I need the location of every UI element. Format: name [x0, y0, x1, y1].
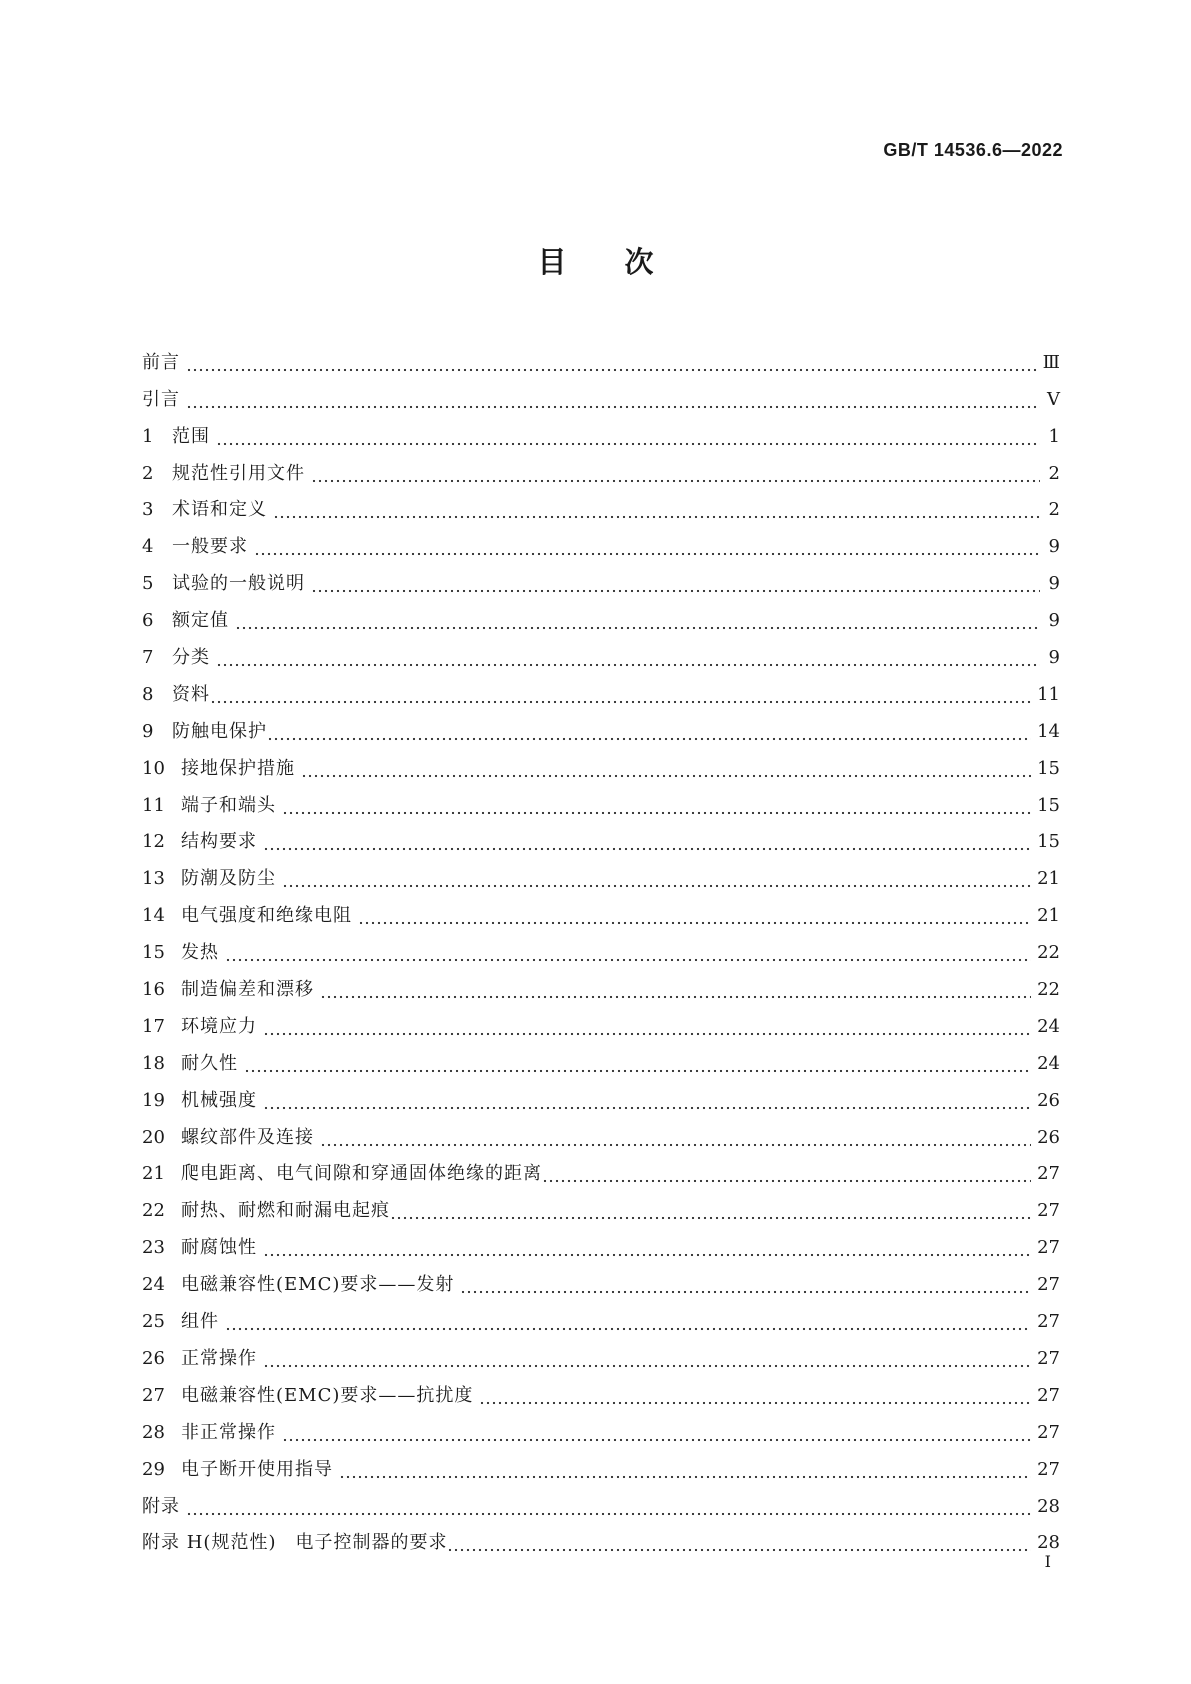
- toc-dot-leader: [216, 427, 1040, 449]
- toc-dot-leader: [447, 1533, 1031, 1555]
- toc-entry-page: 27: [1037, 1384, 1060, 1406]
- toc-entry-page: 27: [1037, 1200, 1060, 1222]
- toc-dot-leader: [254, 537, 1040, 559]
- toc-entry[interactable]: [142, 744, 1060, 781]
- toc-entry-page: 22: [1037, 979, 1060, 1001]
- toc-entry-page: 15: [1037, 757, 1060, 779]
- toc-entry-page: 27: [1037, 1163, 1060, 1185]
- toc-entry-title: 发热: [181, 942, 219, 964]
- toc-entry-number: 19: [142, 1089, 165, 1111]
- toc-entry-title: 防潮及防尘: [181, 868, 276, 890]
- toc-entry-number: 4: [142, 536, 154, 558]
- toc-entry-title: 前言: [142, 351, 180, 373]
- toc-entry-page: 2: [1048, 462, 1060, 484]
- toc-entry[interactable]: [142, 781, 1060, 818]
- toc-entry[interactable]: [142, 1002, 1060, 1039]
- toc-entry[interactable]: [142, 854, 1060, 891]
- toc-entry-page: 9: [1048, 536, 1060, 558]
- toc-entry-number: 28: [142, 1421, 165, 1443]
- toc-entry-page: 22: [1037, 942, 1060, 964]
- toc-entry-title: 非正常操作: [181, 1421, 276, 1443]
- toc-dot-leader: [225, 1312, 1031, 1334]
- toc-entry-title: 电磁兼容性(EMC)要求——抗扰度: [181, 1384, 474, 1406]
- toc-entry[interactable]: [142, 1334, 1060, 1371]
- toc-entry[interactable]: [142, 1076, 1060, 1113]
- toc-entry[interactable]: [142, 1223, 1060, 1260]
- toc-entry-page: 21: [1037, 868, 1060, 890]
- toc-dot-leader: [390, 1201, 1031, 1223]
- toc-dot-leader: [273, 500, 1040, 522]
- toc-entry-title: 接地保护措施: [181, 757, 295, 779]
- toc-entry-number: 25: [142, 1311, 165, 1333]
- toc-entry[interactable]: [142, 522, 1060, 559]
- toc-entry-number: 18: [142, 1052, 165, 1074]
- toc-entry-number: 11: [142, 794, 165, 816]
- toc-dot-leader: [282, 869, 1031, 891]
- toc-dot-leader: [263, 1091, 1031, 1113]
- toc-entry[interactable]: [142, 818, 1060, 855]
- toc-entry-number: 23: [142, 1237, 165, 1259]
- toc-entry-number: 24: [142, 1274, 165, 1296]
- toc-entry-title: 范围: [172, 425, 210, 447]
- toc-entry-title: 资料: [172, 683, 210, 705]
- toc-dot-leader: [216, 648, 1040, 670]
- toc-dot-leader: [460, 1275, 1031, 1297]
- toc-entry-title: 耐热、耐燃和耐漏电起痕: [181, 1200, 390, 1222]
- toc-dot-leader: [244, 1054, 1031, 1076]
- toc-dot-leader: [263, 1238, 1031, 1260]
- toc-entry[interactable]: [142, 375, 1060, 412]
- toc-dot-leader: [263, 1017, 1031, 1039]
- toc-entry-title: 爬电距离、电气间隙和穿通固体绝缘的距离: [181, 1163, 542, 1185]
- toc-entry-title: 结构要求: [181, 831, 257, 853]
- toc-entry-title: 电磁兼容性(EMC)要求——发射: [181, 1274, 455, 1296]
- toc-entry-page: 27: [1037, 1311, 1060, 1333]
- toc-entry-page: 27: [1037, 1421, 1060, 1443]
- toc-entry-title: 端子和端头: [181, 794, 276, 816]
- toc-entry-page: Ⅴ: [1047, 388, 1060, 410]
- toc-entry[interactable]: [142, 1150, 1060, 1187]
- toc-dot-leader: [263, 1349, 1031, 1371]
- toc-entry-number: 8: [142, 683, 154, 705]
- toc-dot-leader: [311, 464, 1040, 486]
- toc-entry[interactable]: [142, 1445, 1060, 1482]
- toc-entry-number: 14: [142, 905, 165, 927]
- toc-entry[interactable]: [142, 596, 1060, 633]
- toc-entry-page: 28: [1037, 1495, 1060, 1517]
- toc-entry-number: 5: [142, 573, 154, 595]
- toc-entry-number: 3: [142, 499, 154, 521]
- toc-dot-leader: [225, 943, 1031, 965]
- toc-entry-page: 24: [1037, 1015, 1060, 1037]
- toc-entry-page: 9: [1048, 573, 1060, 595]
- toc-entry-number: 9: [142, 720, 154, 742]
- toc-entry-number: 22: [142, 1200, 165, 1222]
- toc-entry[interactable]: [142, 338, 1060, 375]
- toc-entry-title: 环境应力: [181, 1015, 257, 1037]
- toc-entry-page: 9: [1048, 647, 1060, 669]
- toc-entry-number: 10: [142, 757, 165, 779]
- toc-entry-number: 2: [142, 462, 154, 484]
- toc-entry-page: 2: [1048, 499, 1060, 521]
- toc-entry[interactable]: [142, 1297, 1060, 1334]
- toc-entry-title: 试验的一般说明: [172, 573, 305, 595]
- document-code: GB/T 14536.6—2022: [883, 140, 1063, 160]
- toc-entry-page: 11: [1037, 683, 1060, 705]
- toc-dot-leader: [282, 796, 1031, 818]
- toc-entry-title: 耐腐蚀性: [181, 1237, 257, 1259]
- toc-entry[interactable]: [142, 1482, 1060, 1519]
- toc-entry-title: 附录 H(规范性) 电子控制器的要求: [142, 1532, 448, 1554]
- toc-entry-page: 28: [1037, 1532, 1060, 1554]
- toc-entry-title: 附录: [142, 1495, 180, 1517]
- toc-entry[interactable]: [142, 891, 1060, 928]
- toc-entry-title: 正常操作: [181, 1347, 257, 1369]
- toc-entry-number: 15: [142, 942, 165, 964]
- toc-entry[interactable]: [142, 559, 1060, 596]
- toc-entry-number: 17: [142, 1015, 165, 1037]
- toc-entry[interactable]: [142, 707, 1060, 744]
- toc-entry[interactable]: [142, 670, 1060, 707]
- toc-dot-leader: [320, 980, 1031, 1002]
- toc-entry-page: 14: [1037, 720, 1060, 742]
- toc-entry-page: Ⅲ: [1042, 351, 1060, 373]
- toc-entry-title: 引言: [142, 388, 180, 410]
- toc-entry-page: 1: [1048, 425, 1060, 447]
- toc-entry-number: 12: [142, 831, 165, 853]
- toc-dot-leader: [210, 685, 1031, 707]
- toc-entry-number: 21: [142, 1163, 165, 1185]
- toc-entry-page: 21: [1037, 905, 1060, 927]
- toc-entry-number: 13: [142, 868, 165, 890]
- page-number: Ⅰ: [1044, 1552, 1051, 1571]
- toc-entry-title: 制造偏差和漂移: [181, 979, 314, 1001]
- toc-dot-leader: [282, 1423, 1031, 1445]
- toc-entry-page: 26: [1037, 1126, 1060, 1148]
- toc-dot-leader: [186, 353, 1037, 375]
- toc-entry[interactable]: [142, 1371, 1060, 1408]
- toc-entry-page: 26: [1037, 1089, 1060, 1111]
- toc-entry-number: 6: [142, 610, 154, 632]
- page-title: 目次: [537, 245, 712, 279]
- toc-entry-number: 20: [142, 1126, 165, 1148]
- toc-dot-leader: [358, 906, 1031, 928]
- toc-entry-title: 防触电保护: [172, 720, 267, 742]
- toc-entry-page: 27: [1037, 1237, 1060, 1259]
- toc-entry-title: 分类: [172, 647, 210, 669]
- toc-dot-leader: [479, 1386, 1031, 1408]
- toc-entry[interactable]: [142, 965, 1060, 1002]
- toc-dot-leader: [186, 1497, 1031, 1519]
- toc-entry-title: 组件: [181, 1311, 219, 1333]
- toc-entry-number: 26: [142, 1347, 165, 1369]
- toc-entry-page: 27: [1037, 1274, 1060, 1296]
- toc-entry-title: 耐久性: [181, 1052, 238, 1074]
- toc-entry[interactable]: [142, 1408, 1060, 1445]
- toc-entry[interactable]: [142, 449, 1060, 486]
- toc-dot-leader: [339, 1460, 1031, 1482]
- toc-entry-page: 9: [1048, 610, 1060, 632]
- toc-entry[interactable]: [142, 928, 1060, 965]
- toc-entry-number: 1: [142, 425, 154, 447]
- toc-dot-leader: [267, 722, 1031, 744]
- toc-entry[interactable]: [142, 412, 1060, 449]
- toc-entry-title: 电气强度和绝缘电阻: [181, 905, 352, 927]
- toc-dot-leader: [311, 574, 1040, 596]
- toc-dot-leader: [235, 611, 1040, 633]
- toc-entry-page: 27: [1037, 1458, 1060, 1480]
- toc-entry-title: 术语和定义: [172, 499, 267, 521]
- toc-entry[interactable]: [142, 1519, 1060, 1556]
- toc-entry-title: 螺纹部件及连接: [181, 1126, 314, 1148]
- toc-entry[interactable]: [142, 486, 1060, 523]
- toc-dot-leader: [263, 832, 1031, 854]
- toc-dot-leader: [301, 759, 1031, 781]
- toc-entry[interactable]: [142, 1039, 1060, 1076]
- toc-dot-leader: [542, 1164, 1031, 1186]
- toc-entry-number: 16: [142, 979, 165, 1001]
- toc-entry[interactable]: [142, 1113, 1060, 1150]
- toc-dot-leader: [320, 1128, 1031, 1150]
- table-of-contents: [142, 338, 1060, 1555]
- toc-entry-number: 7: [142, 647, 154, 669]
- toc-entry-title: 一般要求: [172, 536, 248, 558]
- toc-entry-page: 15: [1037, 794, 1060, 816]
- toc-entry-title: 机械强度: [181, 1089, 257, 1111]
- toc-entry-number: 29: [142, 1458, 165, 1480]
- toc-entry-page: 24: [1037, 1052, 1060, 1074]
- toc-entry-page: 27: [1037, 1347, 1060, 1369]
- toc-dot-leader: [186, 390, 1040, 412]
- toc-entry-title: 电子断开使用指导: [181, 1458, 333, 1480]
- toc-entry-title: 规范性引用文件: [172, 462, 305, 484]
- toc-entry-title: 额定值: [172, 610, 229, 632]
- toc-entry-page: 15: [1037, 831, 1060, 853]
- toc-entry[interactable]: [142, 633, 1060, 670]
- toc-entry-number: 27: [142, 1384, 165, 1406]
- toc-entry[interactable]: [142, 1260, 1060, 1297]
- toc-entry[interactable]: [142, 1186, 1060, 1223]
